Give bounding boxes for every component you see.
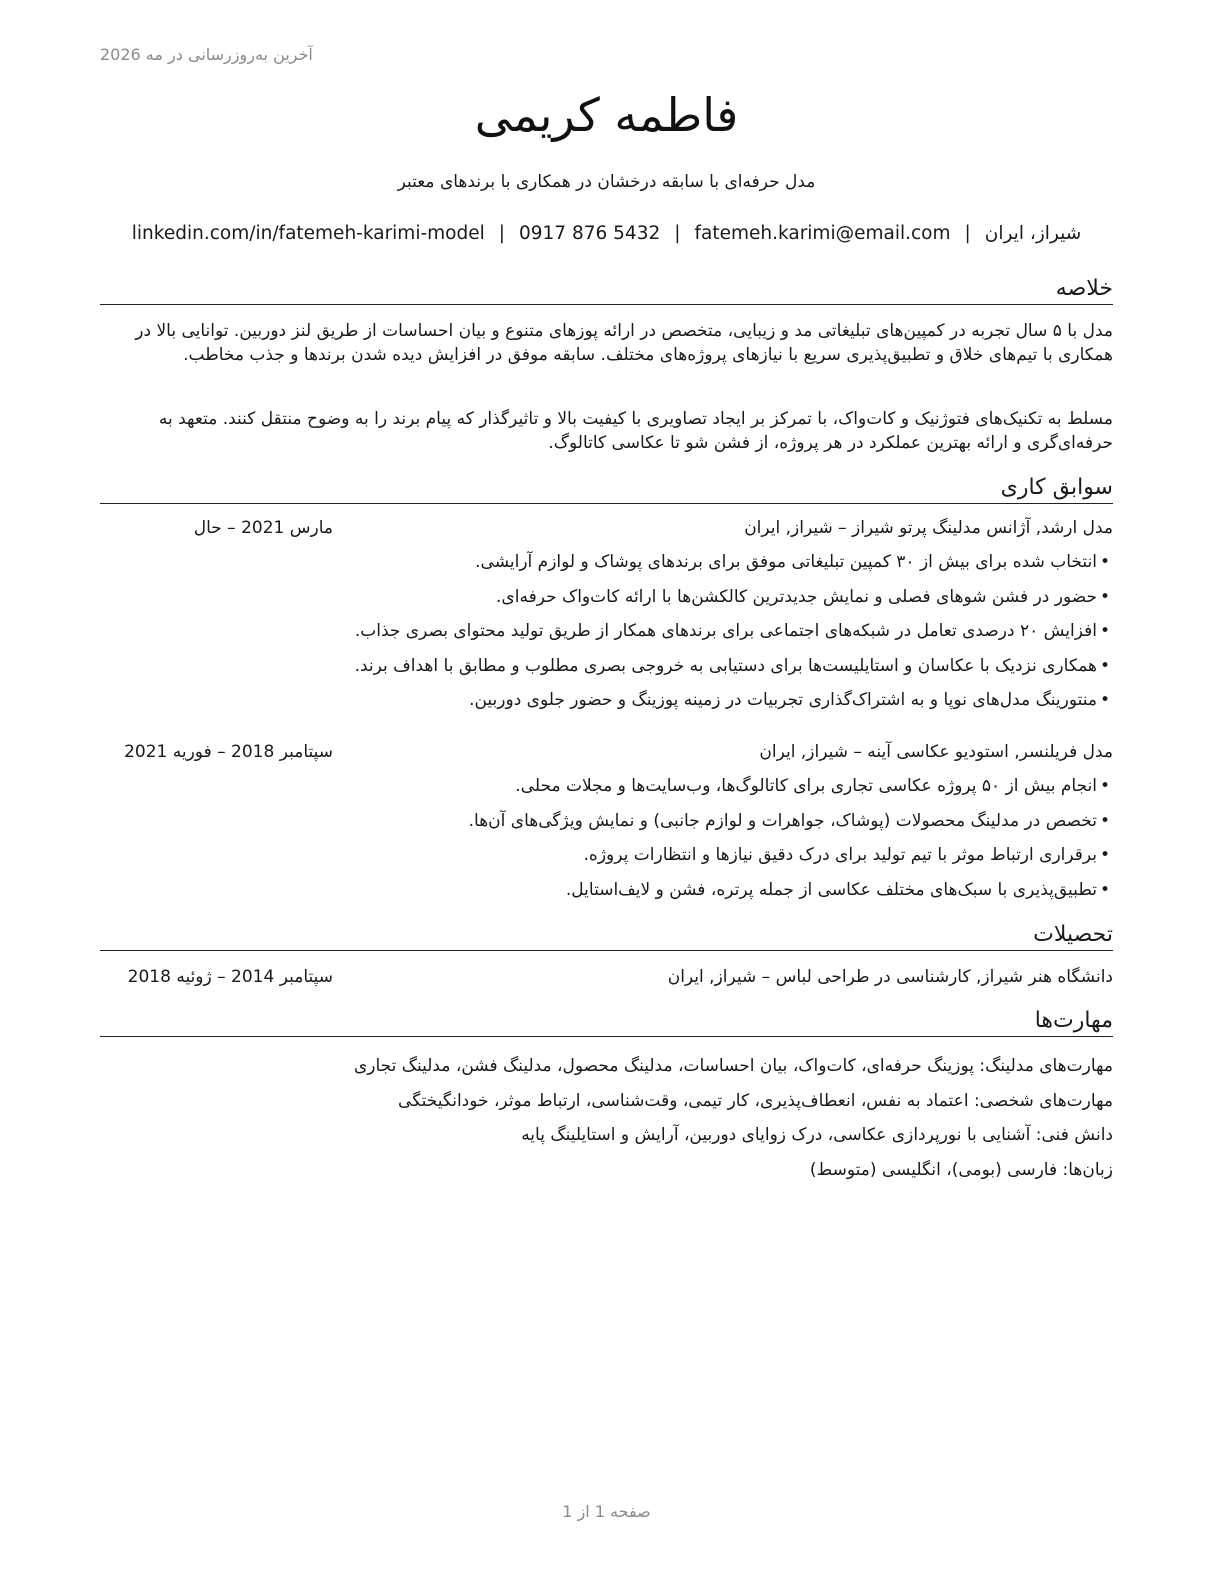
- job-title-org: مدل فریلنسر, استودیو عکاسی آینه – شیراز, ایران: [759, 742, 1113, 762]
- job-dates: سپتامبر 2018 – فوریه 2021: [124, 742, 333, 762]
- list-item: [100, 808, 1113, 843]
- skills-list: [100, 1053, 1113, 1191]
- job-dates: مارس 2021 – حال: [193, 518, 333, 538]
- experience-heading: سوابق کاری: [100, 474, 1113, 504]
- bullet-icon: •: [1099, 552, 1111, 572]
- bullet-icon: •: [1099, 690, 1111, 710]
- list-item: [100, 549, 1113, 584]
- skill-line: دانش فنی: آشنایی با نورپردازی عکاسی، درک زوایای دوربین، آرایش و استایلینگ پایه: [521, 1125, 1113, 1145]
- list-item: [100, 877, 1113, 912]
- bullet-text: انجام بیش از ۵۰ پروژه عکاسی تجاری برای کاتالوگ‌ها، وب‌سایت‌ها و مجلات محلی.: [515, 776, 1097, 796]
- contact-email[interactable]: fatemeh.karimi@email.com: [694, 223, 951, 244]
- education-heading: تحصیلات: [100, 921, 1113, 951]
- job-header: [100, 742, 1113, 768]
- bullet-text: تخصص در مدلینگ محصولات (پوشاک، جواهرات و لوازم جانبی) و نمایش ویژگی‌های آن‌ها.: [468, 810, 1097, 831]
- skills-heading: مهارت‌ها: [100, 1007, 1113, 1037]
- contact-separator: |: [964, 223, 971, 244]
- education-entry: [100, 967, 1113, 993]
- bullet-icon: •: [1099, 655, 1111, 676]
- summary-heading: خلاصه: [100, 275, 1113, 305]
- job-bullets: [100, 549, 1113, 722]
- skill-line: زبان‌ها: فارسی (بومی)، انگلیسی (متوسط): [809, 1159, 1113, 1180]
- bullet-text: برقراری ارتباط موثر با تیم تولید برای درک دقیق نیازها و انتظارات پروژه.: [583, 845, 1097, 865]
- bullet-text: حضور در فشن شوهای فصلی و نمایش جدیدترین کالکشن‌ها با ارائه کات‌واک حرفه‌ای.: [496, 586, 1097, 607]
- summary-paragraph-1: مدل با ۵ سال تجربه در کمپین‌های تبلیغاتی مد و زیبایی، متخصص در ارائه پوزهای متنوع و بیان احساسات از طریق لنز دوربین. توانایی بالا در همکاری با تیم‌های خلاق و تطبیق‌پذیری سریع با نیازهای پروژه‌های مختلف. سابقه موفق در افزایش دیده شدن برندها و جذب مخاطب.: [135, 321, 1113, 365]
- last-updated-note: آخرین به‌روزرسانی در مه 2026: [100, 45, 313, 64]
- list-item: [100, 653, 1113, 688]
- tagline: مدل حرفه‌ای با سابقه درخشان در همکاری با برندهای معتبر: [397, 172, 816, 192]
- education-dates: سپتامبر 2014 – ژوئیه 2018: [127, 967, 333, 987]
- job-bullets: [100, 773, 1113, 911]
- job-title-org: مدل ارشد, آژانس مدلینگ پرتو شیراز – شیراز, ایران: [744, 518, 1113, 538]
- bullet-icon: •: [1099, 586, 1111, 607]
- bullet-icon: •: [1099, 776, 1111, 796]
- bullet-icon: •: [1099, 810, 1111, 831]
- education-institution: دانشگاه هنر شیراز, کارشناسی در طراحی لباس – شیراز, ایران: [667, 967, 1113, 987]
- list-item: [100, 618, 1113, 653]
- skill-line: مهارت‌های مدلینگ: پوزینگ حرفه‌ای، کات‌واک، بیان احساسات، مدلینگ محصول، مدلینگ فشن، مدلینگ تجاری: [353, 1056, 1113, 1076]
- bullet-text: تطبیق‌پذیری با سبک‌های مختلف عکاسی از جمله پرتره، فشن و لایف‌استایل.: [565, 879, 1097, 900]
- skill-line: مهارت‌های شخصی: اعتماد به نفس، انعطاف‌پذیری، کار تیمی، وقت‌شناسی، ارتباط موثر، خودانگیختگی: [398, 1090, 1113, 1111]
- list-item: [100, 842, 1113, 877]
- bullet-text: همکاری نزدیک با عکاسان و استایلیست‌ها برای دستیابی به خروجی بصری مطلوب و مطابق با اهداف برند.: [354, 655, 1097, 676]
- list-item: [100, 584, 1113, 619]
- contact-line: [100, 223, 1113, 244]
- bullet-icon: •: [1099, 621, 1111, 641]
- bullet-text: افزایش ۲۰ درصدی تعامل در شبکه‌های اجتماعی برای برندهای همکار از طریق تولید محتوای بصری جذاب.: [354, 621, 1097, 641]
- resume-page: [100, 0, 1113, 1584]
- bullet-icon: •: [1099, 879, 1111, 900]
- contact-phone[interactable]: 0917 876 5432: [519, 223, 661, 244]
- job-header: [100, 518, 1113, 544]
- list-item: [100, 773, 1113, 808]
- page-number: صفحه 1 از 1: [562, 1502, 651, 1521]
- contact-linkedin[interactable]: linkedin.com/in/fatemeh-karimi-model: [131, 223, 485, 244]
- summary-paragraph-2: مسلط به تکنیک‌های فتوژنیک و کات‌واک، با تمرکز بر ایجاد تصاویری با کیفیت بالا و تاثیرگذار که پیام برند را به وضوح منتقل کنند. متعهد به حرفه‌ای‌گری و ارائه بهترین عملکرد در هر پروژه، از فشن شو تا عکاسی کاتالوگ.: [158, 409, 1113, 453]
- list-item: [100, 687, 1113, 722]
- bullet-text: انتخاب شده برای بیش از ۳۰ کمپین تبلیغاتی موفق برای برندهای پوشاک و لوازم آرایشی.: [475, 552, 1097, 572]
- bullet-icon: •: [1099, 845, 1111, 865]
- person-name: فاطمه کریمی: [474, 88, 739, 142]
- contact-separator: |: [498, 223, 505, 244]
- bullet-text: منتورینگ مدل‌های نوپا و به اشتراک‌گذاری تجربیات در زمینه پوزینگ و حضور جلوی دوربین.: [469, 690, 1097, 710]
- contact-separator: |: [674, 223, 681, 244]
- contact-location: شیراز، ایران: [984, 223, 1082, 244]
